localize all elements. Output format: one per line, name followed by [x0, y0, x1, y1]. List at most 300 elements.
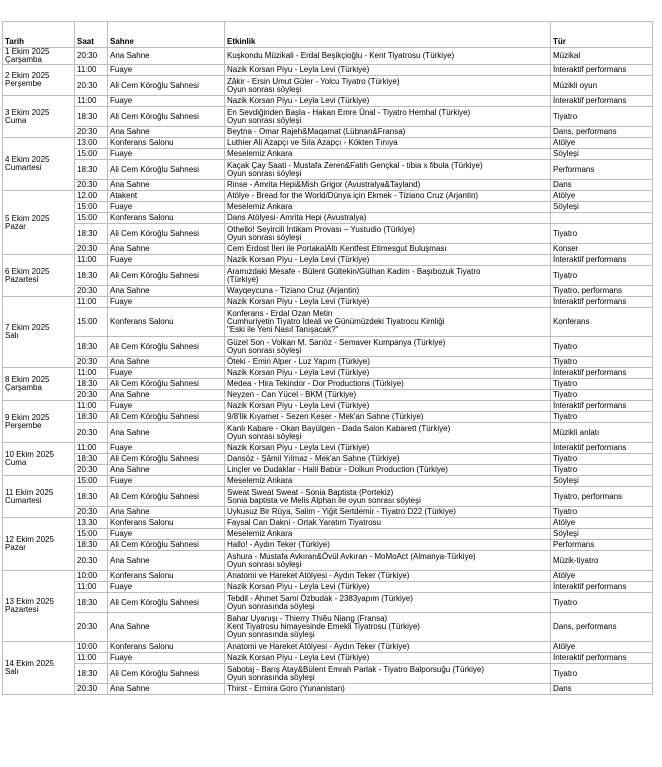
table-row — [3, 149, 653, 160]
venue-cell: Ana Sahne — [108, 465, 225, 476]
time-cell: 13.00 — [75, 138, 108, 149]
type-cell: İnteraktif performans — [551, 401, 653, 412]
event-line: Sonia baptista ve Melis Alphan ile oyun sonrası söyleşi — [227, 495, 421, 505]
type-cell: Tiyatro — [551, 224, 653, 244]
table-row — [3, 571, 653, 582]
table-row — [3, 412, 653, 423]
venue-cell: Ana Sahne — [108, 507, 225, 518]
event-line: Oyun sonrasında söyleşi — [227, 672, 315, 682]
date-label: 1 Ekim 2025 — [5, 47, 50, 56]
event-line: Sweat Sweat Sweat - Sonia Baptista (Portekiz) — [227, 487, 394, 497]
type-cell: Atölye — [551, 518, 653, 529]
type-cell: Tiyatro — [551, 357, 653, 368]
date-cell — [3, 191, 75, 255]
date-cell — [3, 368, 75, 401]
table-row — [3, 180, 653, 191]
type-cell: İnteraktif performans — [551, 443, 653, 454]
weekday-label: Cumartesi — [5, 163, 42, 172]
table-row — [3, 476, 653, 487]
venue-cell: Ana Sahne — [108, 684, 225, 695]
event-cell — [225, 401, 551, 412]
venue-cell: Ana Sahne — [108, 244, 225, 255]
event-line: "Eski ile Yeni Nasıl Tanışacak?" — [227, 325, 339, 334]
table-row — [3, 357, 653, 368]
table-row — [3, 540, 653, 551]
event-cell — [225, 664, 551, 684]
table-row — [3, 401, 653, 412]
type-cell: Tiyatro — [551, 266, 653, 286]
venue-cell: Fuaye — [108, 368, 225, 379]
event-cell — [225, 127, 551, 138]
time-cell: 20:30 — [75, 180, 108, 191]
venue-cell: Fuaye — [108, 297, 225, 308]
type-cell: Performans — [551, 160, 653, 180]
time-cell: 20:30 — [75, 551, 108, 571]
time-cell: 11:00 — [75, 65, 108, 76]
schedule-body — [3, 48, 653, 695]
venue-cell: Konferans Salonu — [108, 308, 225, 337]
event-cell — [225, 653, 551, 664]
event-cell — [225, 390, 551, 401]
venue-cell: Ana Sahne — [108, 48, 225, 65]
event-line: En Sevdiğinden Başla - Hakan Emre Ünal - Tiyatro Hemhal (Türkiye) — [227, 107, 471, 117]
time-cell: 20:30 — [75, 465, 108, 476]
event-cell — [225, 337, 551, 357]
event-cell — [225, 48, 551, 65]
weekday-label: Salı — [5, 667, 19, 676]
event-line: Kent Tiyatrosu himayesinde Emekli Tiyatrosu (Türkiye) — [227, 622, 420, 631]
event-line: Kuşkondu Müzikali - Erdal Beşikçioğlu - Kent Tiyatrosu (Türkiye) — [227, 51, 455, 60]
event-cell — [225, 160, 551, 180]
event-cell — [225, 213, 551, 224]
table-row — [3, 127, 653, 138]
venue-cell: Konferans Salonu — [108, 213, 225, 224]
venue-cell: Ana Sahne — [108, 180, 225, 191]
time-cell: 20:30 — [75, 613, 108, 642]
table-row — [3, 76, 653, 96]
date-cell — [3, 65, 75, 96]
table-row — [3, 48, 653, 65]
event-cell — [225, 518, 551, 529]
event-line: 9/8'lik Kıyamet - Sezen Keser - Mek'an Sahne (Türkiye) — [227, 412, 424, 421]
header-venue: Sahne — [108, 22, 225, 48]
event-cell — [225, 412, 551, 423]
event-line: Nazik Korsan Piyu - Leyla Levi (Türkiye) — [227, 582, 370, 591]
type-cell: Söyleşi — [551, 202, 653, 213]
weekday-label: Perşembe — [5, 79, 42, 88]
table-row — [3, 423, 653, 443]
time-cell: 20:30 — [75, 244, 108, 255]
date-label: 8 Ekim 2025 — [5, 375, 50, 384]
venue-cell: Ali Cem Köroğlu Sahnesi — [108, 107, 225, 127]
venue-cell: Konferans Salonu — [108, 518, 225, 529]
event-line: (Türkiye) — [227, 274, 259, 284]
time-cell: 20:30 — [75, 76, 108, 96]
event-cell — [225, 297, 551, 308]
event-line: Cumhuriyetin Tiyatro İdeali ve Günümüzdeki Tiyatrocu Kimliği — [227, 317, 445, 326]
weekday-label: Çarşamba — [5, 383, 42, 392]
venue-cell: Fuaye — [108, 149, 225, 160]
venue-cell: Ana Sahne — [108, 286, 225, 297]
type-cell: Tiyatro — [551, 379, 653, 390]
event-line: Nazik Korsan Piyu - Leyla Levi (Türkiye) — [227, 443, 370, 452]
type-cell: Tiyatro, performans — [551, 286, 653, 297]
event-line: Öteki - Emin Alper - Luz Yapım (Türkiye) — [227, 357, 370, 366]
type-cell: Tiyatro — [551, 507, 653, 518]
table-row — [3, 191, 653, 202]
type-cell: Müzikli oyun — [551, 76, 653, 96]
venue-cell: Ali Cem Köroğlu Sahnesi — [108, 454, 225, 465]
time-cell: 20:30 — [75, 48, 108, 65]
event-cell — [225, 357, 551, 368]
type-cell: Tiyatro — [551, 593, 653, 613]
event-cell — [225, 138, 551, 149]
type-cell: Müzik-tiyatro — [551, 551, 653, 571]
time-cell: 18:30 — [75, 487, 108, 507]
header-time: Saat — [75, 22, 108, 48]
event-cell — [225, 613, 551, 642]
event-line: Meselemiz Ankara — [227, 476, 293, 485]
type-cell: Dans — [551, 684, 653, 695]
date-cell — [3, 443, 75, 476]
type-cell: Tiyatro — [551, 390, 653, 401]
time-cell: 20:30 — [75, 423, 108, 443]
table-row — [3, 518, 653, 529]
event-line: Oyun sonrasında söyleşi — [227, 601, 315, 611]
event-line: Nazik Korsan Piyu - Leyla Levi (Türkiye) — [227, 65, 370, 74]
event-line: Cem Erdost İleri ile PortakalAltı Kentfest Etimesgut Buluşması — [227, 244, 447, 253]
table-row — [3, 487, 653, 507]
event-line: Kanlı Kabare - Okan Bayülgen - Dada Salon Kabarett (Türkiye) — [227, 423, 451, 433]
table-row — [3, 224, 653, 244]
event-line: Oyun sonrasında söyleşi — [227, 630, 315, 639]
date-cell — [3, 401, 75, 443]
event-line: Nazik Korsan Piyu - Leyla Levi (Türkiye) — [227, 255, 370, 264]
type-cell: Tiyatro — [551, 337, 653, 357]
table-row — [3, 138, 653, 149]
time-cell: 15:00 — [75, 149, 108, 160]
table-row — [3, 593, 653, 613]
event-cell — [225, 255, 551, 266]
event-cell — [225, 476, 551, 487]
table-row — [3, 454, 653, 465]
type-cell: İnteraktif performans — [551, 582, 653, 593]
venue-cell: Ana Sahne — [108, 390, 225, 401]
venue-cell: Ali Cem Köroğlu Sahnesi — [108, 224, 225, 244]
date-cell — [3, 571, 75, 642]
event-line: Nazik Korsan Piyu - Leyla Levi (Türkiye) — [227, 653, 370, 662]
event-line: Oyun sonrası söyleşi — [227, 345, 302, 355]
event-line: Linçler ve Dudaklar - Halil Babür - Dolkun Production (Türkiye) — [227, 465, 448, 474]
event-line: Wayqeycuna - Tiziano Cruz (Arjantin) — [227, 286, 360, 295]
venue-cell: Ali Cem Köroğlu Sahnesi — [108, 160, 225, 180]
event-cell — [225, 529, 551, 540]
venue-cell: Ali Cem Köroğlu Sahnesi — [108, 379, 225, 390]
weekday-label: Pazar — [5, 221, 26, 231]
type-cell: İnteraktif performans — [551, 96, 653, 107]
venue-cell: Ana Sahne — [108, 127, 225, 138]
type-cell — [551, 213, 653, 224]
table-row — [3, 65, 653, 76]
table-row — [3, 244, 653, 255]
event-line: Rinse - Amrita Hepi&Mish Grigor (Avustralya&Tayland) — [227, 180, 421, 189]
venue-cell: Konferans Salonu — [108, 642, 225, 653]
venue-cell: Ana Sahne — [108, 423, 225, 443]
time-cell: 20:30 — [75, 507, 108, 518]
event-cell — [225, 149, 551, 160]
type-cell: Konser — [551, 244, 653, 255]
table-row — [3, 642, 653, 653]
event-line: Meselemiz Ankara — [227, 529, 293, 538]
event-cell — [225, 368, 551, 379]
type-cell: Müzikal — [551, 48, 653, 65]
event-cell — [225, 266, 551, 286]
time-cell: 20:30 — [75, 357, 108, 368]
time-cell: 11:00 — [75, 368, 108, 379]
event-cell — [225, 454, 551, 465]
time-cell: 20:30 — [75, 390, 108, 401]
event-line: Thirst - Ermira Goro (Yunanistan) — [227, 684, 345, 693]
time-cell: 18:30 — [75, 454, 108, 465]
type-cell: Tiyatro — [551, 664, 653, 684]
time-cell: 20:30 — [75, 684, 108, 695]
event-line: Meselemiz Ankara — [227, 202, 293, 211]
event-cell — [225, 540, 551, 551]
table-row — [3, 507, 653, 518]
event-line: Bahar Uyanışı - Thierry Thiêu Niang (Fransa) — [227, 614, 388, 623]
table-row — [3, 653, 653, 664]
event-line: Sabotaj - Barış Atay&Bülent Emrah Parlak - Tiyatro Balporsuğu (Türkiye) — [227, 664, 484, 674]
table-row — [3, 529, 653, 540]
event-line: Oyun sonrası söyleşi — [227, 115, 302, 125]
table-row — [3, 286, 653, 297]
table-row — [3, 255, 653, 266]
venue-cell: Ali Cem Köroğlu Sahnesi — [108, 664, 225, 684]
type-cell: Müzikli anlatı — [551, 423, 653, 443]
venue-cell: Atakent — [108, 191, 225, 202]
date-label: 14 Ekim 2025 — [5, 659, 54, 668]
time-cell: 10:00 — [75, 642, 108, 653]
event-cell — [225, 107, 551, 127]
date-label: 5 Ekim 2025 — [5, 213, 50, 223]
type-cell: İnteraktif performans — [551, 297, 653, 308]
event-line: Kaçak Çay Saati - Mustafa Zeren&Fatih Gençkal - tibia x fibula (Türkiye) — [227, 160, 483, 170]
date-label: 6 Ekim 2025 — [5, 266, 50, 276]
event-line: Nazik Korsan Piyu - Leyla Levi (Türkiye) — [227, 401, 370, 410]
table-row — [3, 613, 653, 642]
event-cell — [225, 65, 551, 76]
venue-cell: Fuaye — [108, 401, 225, 412]
event-cell — [225, 684, 551, 695]
date-cell — [3, 642, 75, 695]
event-line: Oyun sonrası söyleşi — [227, 84, 302, 94]
event-line: Güzel Son - Volkan M. Sarıöz - Semaver Kumpanya (Türkiye) — [227, 337, 446, 347]
date-label: 13 Ekim 2025 — [5, 597, 54, 606]
event-cell — [225, 551, 551, 571]
event-cell — [225, 507, 551, 518]
venue-cell: Ali Cem Köroğlu Sahnesi — [108, 487, 225, 507]
event-line: Anatomi ve Hareket Atölyesi - Aydın Teker (Türkiye) — [227, 571, 410, 580]
venue-cell: Konferans Salonu — [108, 138, 225, 149]
time-cell: 11:00 — [75, 582, 108, 593]
table-row — [3, 582, 653, 593]
header-date: Tarih — [3, 22, 75, 48]
event-line: Nazik Korsan Piyu - Leyla Levi (Türkiye) — [227, 297, 370, 306]
table-row — [3, 684, 653, 695]
date-label: 10 Ekim 2025 — [5, 450, 54, 459]
event-line: Faysal Can Dakni - Ortak Yaratım Tiyatrosu — [227, 518, 381, 527]
venue-cell: Fuaye — [108, 443, 225, 454]
time-cell: 15:00 — [75, 202, 108, 213]
event-cell — [225, 593, 551, 613]
time-cell: 18:30 — [75, 379, 108, 390]
event-line: Oyun sonrası söyleşi — [227, 559, 302, 569]
event-line: Hallo! - Aydın Teker (Türkiye) — [227, 540, 330, 549]
time-cell: 15:00 — [75, 476, 108, 487]
event-line: Meselemiz Ankara — [227, 149, 293, 158]
type-cell: Söyleşi — [551, 149, 653, 160]
table-row — [3, 337, 653, 357]
type-cell: Tiyatro — [551, 454, 653, 465]
venue-cell: Fuaye — [108, 653, 225, 664]
time-cell: 18:30 — [75, 540, 108, 551]
type-cell: Söyleşi — [551, 529, 653, 540]
event-cell — [225, 487, 551, 507]
weekday-label: Pazar — [5, 543, 26, 552]
time-cell: 15:00 — [75, 213, 108, 224]
venue-cell: Fuaye — [108, 476, 225, 487]
weekday-label: Cuma — [5, 458, 27, 467]
table-row — [3, 213, 653, 224]
event-line: Tebdil - Ahmet Sami Özbudak - 2383yapım (Türkiye) — [227, 593, 413, 603]
type-cell: Atölye — [551, 138, 653, 149]
venue-cell: Ana Sahne — [108, 357, 225, 368]
time-cell: 11:00 — [75, 255, 108, 266]
table-row — [3, 202, 653, 213]
venue-cell: Ali Cem Köroğlu Sahnesi — [108, 266, 225, 286]
time-cell: 20:30 — [75, 127, 108, 138]
table-row — [3, 465, 653, 476]
venue-cell: Ali Cem Köroğlu Sahnesi — [108, 76, 225, 96]
type-cell: İnteraktif performans — [551, 368, 653, 379]
event-cell — [225, 308, 551, 337]
venue-cell: Ali Cem Köroğlu Sahnesi — [108, 593, 225, 613]
event-line: Nazik Korsan Piyu - Leyla Levi (Türkiye) — [227, 368, 370, 377]
venue-cell: Fuaye — [108, 255, 225, 266]
event-line: Konferans - Erdal Ozan Metin — [227, 309, 333, 318]
type-cell: Tiyatro — [551, 465, 653, 476]
time-cell: 20:30 — [75, 286, 108, 297]
date-label: 12 Ekim 2025 — [5, 535, 54, 544]
type-cell: Konferans — [551, 308, 653, 337]
table-row — [3, 297, 653, 308]
event-cell — [225, 244, 551, 255]
event-cell — [225, 582, 551, 593]
time-cell: 18:30 — [75, 412, 108, 423]
date-cell — [3, 138, 75, 191]
header-type: Tür — [551, 22, 653, 48]
table-row — [3, 368, 653, 379]
event-line: Uykusuz Bir Rüya, Salim - Yiğit Sertdemir - Tiyatro D22 (Türkiye) — [227, 507, 456, 516]
venue-cell: Fuaye — [108, 65, 225, 76]
venue-cell: Fuaye — [108, 96, 225, 107]
venue-cell: Ana Sahne — [108, 551, 225, 571]
weekday-label: Perşembe — [5, 420, 42, 430]
event-cell — [225, 76, 551, 96]
table-row — [3, 160, 653, 180]
event-cell — [225, 202, 551, 213]
event-cell — [225, 571, 551, 582]
type-cell: İnteraktif performans — [551, 65, 653, 76]
date-cell — [3, 518, 75, 571]
event-line: Ashura - Mustafa Avkıran&Övül Avkıran - MoMoAct (Almanya-Türkiye) — [227, 551, 476, 561]
time-cell: 15:00 — [75, 308, 108, 337]
time-cell: 18:30 — [75, 266, 108, 286]
date-cell — [3, 96, 75, 138]
type-cell: Dans, performans — [551, 613, 653, 642]
time-cell: 13.30 — [75, 518, 108, 529]
type-cell: Tiyatro — [551, 107, 653, 127]
time-cell: 18:30 — [75, 337, 108, 357]
venue-cell: Fuaye — [108, 582, 225, 593]
time-cell: 15:00 — [75, 529, 108, 540]
time-cell: 18:30 — [75, 224, 108, 244]
time-cell: 18:30 — [75, 593, 108, 613]
venue-cell: Ali Cem Köroğlu Sahnesi — [108, 337, 225, 357]
event-cell — [225, 286, 551, 297]
time-cell: 18:30 — [75, 107, 108, 127]
time-cell: 10:00 — [75, 571, 108, 582]
event-line: Beytna - Omar Rajeh&Maqamat (Lübnan&Fransa) — [227, 127, 406, 136]
venue-cell: Konferans Salonu — [108, 571, 225, 582]
event-line: Aramızdaki Mesafe - Bülent Gültekin/Gülhan Kadim - Başıbozuk Tiyatro — [227, 266, 481, 276]
weekday-label: Cuma — [5, 115, 27, 125]
event-line: Oyun sonrası söyleşi — [227, 168, 302, 178]
event-line: Nazik Korsan Piyu - Leyla Levi (Türkiye) — [227, 96, 370, 105]
table-row — [3, 443, 653, 454]
event-cell — [225, 465, 551, 476]
event-cell — [225, 642, 551, 653]
date-label: 2 Ekim 2025 — [5, 71, 50, 80]
weekday-label: Salı — [5, 331, 19, 340]
date-cell — [3, 48, 75, 65]
header-event: Etkinlik — [225, 22, 551, 48]
venue-cell: Ali Cem Köroğlu Sahnesi — [108, 412, 225, 423]
type-cell: Tiyatro — [551, 412, 653, 423]
table-row — [3, 96, 653, 107]
event-line: Zâkir - Ersin Umut Güler - Yolcu Tiyatro (Türkiye) — [227, 76, 400, 86]
type-cell: Dans, performans — [551, 127, 653, 138]
type-cell: İnteraktif performans — [551, 653, 653, 664]
header-row — [3, 22, 653, 48]
date-label: 3 Ekim 2025 — [5, 107, 50, 117]
date-cell — [3, 476, 75, 518]
event-cell — [225, 180, 551, 191]
date-cell — [3, 297, 75, 368]
time-cell: 11:00 — [75, 653, 108, 664]
event-line: Anatomi ve Hareket Atölyesi - Aydın Teker (Türkiye) — [227, 642, 410, 651]
type-cell: Performans — [551, 540, 653, 551]
event-line: Medea - Hira Tekindor - Dor Productions (Türkiye) — [227, 379, 404, 388]
event-line: Neyzen - Can Yücel - BKM (Türkiye) — [227, 390, 357, 399]
event-line: Dans Atölyesi- Amrita Hepi (Avustralya) — [227, 213, 367, 222]
time-cell: 11:00 — [75, 401, 108, 412]
type-cell: İnteraktif performans — [551, 255, 653, 266]
event-cell — [225, 224, 551, 244]
type-cell: Dans — [551, 180, 653, 191]
weekday-label: Pazartesi — [5, 274, 39, 284]
date-label: 7 Ekim 2025 — [5, 323, 50, 332]
